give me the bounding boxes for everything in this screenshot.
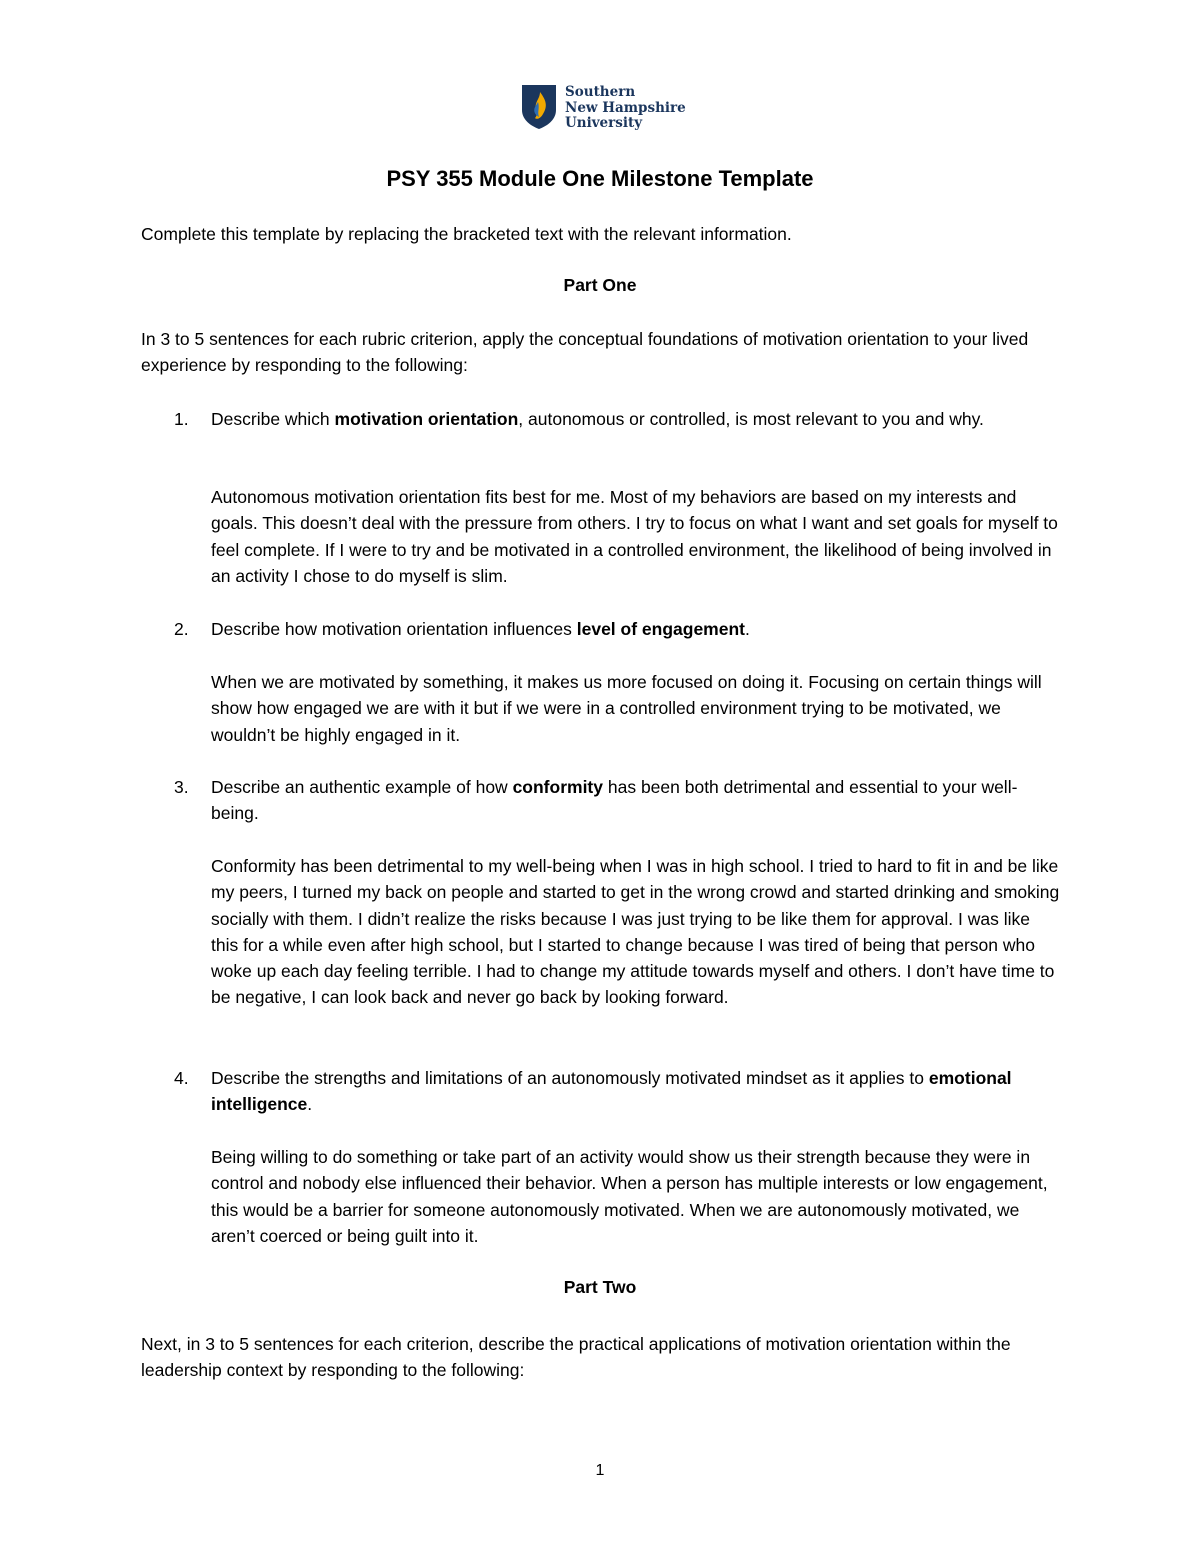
document-title: PSY 355 Module One Milestone Template (386, 166, 814, 191)
logo-line-3: University (565, 115, 643, 131)
item-1-question (211, 406, 1061, 432)
item-2-answer: When we are motivated by something, it makes us more focused on doing it. Focusing on certain things will show how engaged we are with it but if we were in a controlled environment trying to be motivated, we wouldn’t be highly engaged in it. (211, 672, 1042, 745)
item-3-question-before: Describe an authentic example of how (211, 777, 513, 797)
item-4-question-before: Describe the strengths and limitations of an autonomously motivated mindset as it applies to (211, 1068, 929, 1088)
university-logo (521, 84, 686, 132)
logo-line-2: New Hampshire (565, 99, 686, 116)
item-3-answer: Conformity has been detrimental to my well-being when I was in high school. I tried to hard to fit in and be like my peers, I turned my back on people and started to get in the wrong crowd and started drinking and smoking socially with them. I didn’t realize the risks because I was just trying to be like them for approval. I was like this for a while even after high school, but I started to change because I was tired of being that person who woke up each day feeling terrible. I had to change my attitude towards myself and others. I don’t have time to be negative, I can look back and never go back by looking forward. (211, 856, 1060, 1008)
item-1-number: 1. (174, 409, 189, 429)
item-3-question (211, 774, 1061, 827)
intro-instructions: Complete this template by replacing the bracketed text with the relevant information. (141, 224, 792, 244)
item-2-question-after: . (745, 619, 750, 639)
item-1-question-before: Describe which (211, 409, 335, 429)
item-4-question-after: . (307, 1094, 313, 1115)
logo-wordmark (565, 85, 686, 132)
item-3-number: 3. (174, 777, 189, 797)
part-two-instructions: Next, in 3 to 5 sentences for each criterion, describe the practical applications of motivation orientation within the leadership context by responding to the following: (141, 1334, 1011, 1381)
item-2-question-before: Describe how motivation orientation influences (211, 619, 577, 639)
part-one-instructions: In 3 to 5 sentences for each rubric criterion, apply the conceptual foundations of motivation orientation to your lived experience by responding to the following: (141, 329, 1029, 376)
page-number: 1 (595, 1462, 605, 1479)
item-4-question (211, 1065, 1061, 1118)
shield-flame-icon (521, 84, 557, 130)
item-1-answer: Autonomous motivation orientation fits best for me. Most of my behaviors are based on my interests and goals. This doesn’t deal with the pressure from others. I try to focus on what I want and set goals for myself to feel complete. If I were to try and be motivated in a controlled environment, the likelihood of being involved in an activity I chose to do myself is slim. (211, 487, 1058, 586)
item-4-answer: Being willing to do something or take part of an activity would show us their strength because they were in control and nobody else influenced their behavior. When a person has multiple interests or low engagement, this would be a barrier for someone autonomously motivated. When we are autonomously motivated, we aren’t coerced or being guilt into it. (211, 1147, 1048, 1246)
item-1-keyword: motivation orientation (334, 409, 519, 429)
part-one-heading: Part One (563, 275, 637, 295)
part-two-heading: Part Two (563, 1277, 637, 1297)
item-3-question-after: has been both detrimental and essential to your well-being. (211, 777, 1018, 824)
item-2-question (211, 616, 1061, 642)
item-2-number: 2. (174, 619, 189, 639)
item-1-question-after: , autonomous or controlled, is most relevant to you and why. (518, 409, 984, 429)
item-3-keyword: conformity (512, 777, 603, 797)
item-4-number: 4. (174, 1068, 189, 1088)
item-4-keyword: emotional intelligence (211, 1068, 1012, 1115)
logo-line-1: Southern (565, 84, 636, 100)
item-2-keyword: level of engagement (576, 619, 745, 639)
